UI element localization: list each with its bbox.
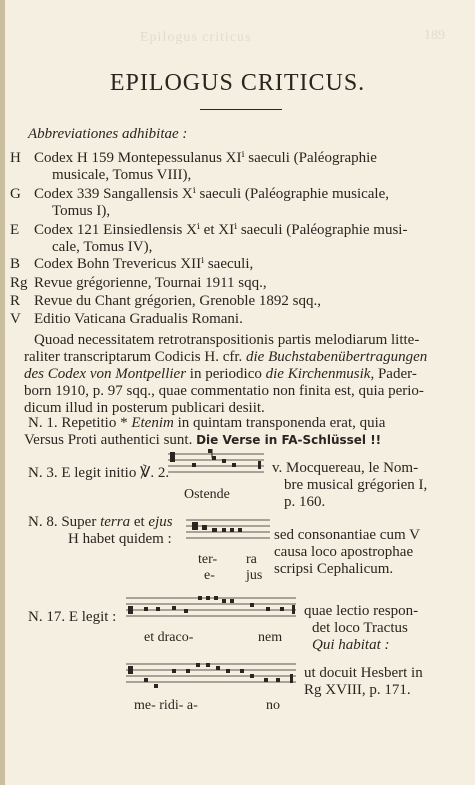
sigla: V	[10, 311, 21, 327]
title-rule	[200, 109, 282, 110]
neume-staff-note-8	[186, 516, 272, 552]
neume-staff-note-17a	[126, 594, 298, 628]
lyric-syllable: me- ridi- a-	[134, 698, 198, 713]
sigla: B	[10, 256, 21, 272]
lyric-syllable: ra	[246, 552, 257, 567]
handwritten-annotation: Die Verse in FA-Schlüssel !!	[196, 433, 382, 447]
note-8-label: N. 8. Super terra et ejus	[28, 514, 173, 530]
note-1: N. 1. Repetitio * Etenim in quintam transponenda erat, quia Versus Proti authentici sunt. Die Verse in FA-Schlüssel !!	[24, 415, 386, 448]
note-3-label: N. 3. E legit initio ℣. 2.	[28, 465, 170, 481]
neume-staff-note-17b	[126, 658, 298, 694]
abbreviation-text: Codex H 159 Montepessulanus XIⁱ saeculi (Paléographie musicale, Tomus VIII),	[34, 150, 377, 183]
abbreviation-text: Revue du Chant grégorien, Grenoble 1892 sqq.,	[34, 293, 322, 309]
note-3-comment: v. Mocquereau, le Nom- bre musical grégorien I, p. 160.	[272, 460, 428, 510]
intro-paragraph: Quoad necessitatem retrotranspositionis partis melodiarum litte- raliter transcriptarum Codicis H. cfr. die Buchstabenübertragungen des Codex von Montpellier in periodico die Kirchenmusik, Pader- born 1910, p. 97 sqq., quae commentatio non finita est, quia perio- dicum illud in posterum publicari desiit.	[24, 332, 428, 416]
lyric-syllable: Ostende	[184, 487, 230, 502]
abbreviation-text: Codex 339 Sangallensis Xⁱ saeculi (Paléographie musicale, Tomus I),	[34, 186, 390, 219]
lyric-syllable: nem	[258, 630, 283, 645]
abbreviation-text: Codex Bohn Trevericus XIIⁱ saeculi,	[34, 256, 254, 272]
neume-staff-note-3	[168, 446, 268, 486]
sigla: E	[10, 222, 20, 238]
note-8-comment: sed consonantiae cum V causa loco apostrophae scripsi Cephalicum.	[274, 527, 420, 577]
sigla: Rg	[10, 275, 28, 291]
lyric-syllable: no	[266, 698, 280, 713]
page-title: EPILOGUS CRITICUS.	[109, 70, 366, 96]
sigla: G	[10, 186, 21, 202]
lyric-syllable: jus	[246, 568, 263, 583]
lyric-syllable: ter-	[198, 552, 218, 567]
note-17-label: N. 17. E legit :	[28, 609, 117, 625]
page-edge	[0, 0, 5, 785]
running-head-bleed: Epilogus criticus	[140, 30, 252, 45]
page-number-bleed: 189	[424, 28, 445, 43]
abbreviation-text: Editio Vaticana Gradualis Romani.	[34, 311, 243, 327]
abbreviations-heading: Abbreviationes adhibitae :	[28, 126, 188, 142]
sigla: R	[10, 293, 21, 309]
note-8-label-cont: H habet quidem :	[68, 531, 172, 547]
abbreviation-text: Revue grégorienne, Tournai 1911 sqq.,	[34, 275, 267, 291]
sigla: H	[10, 150, 21, 166]
note-17-comment-2: ut docuit Hesbert in Rg XVIII, p. 171.	[304, 665, 423, 698]
note-17-comment: quae lectio respon- det loco Tractus Qui habitat :	[304, 603, 419, 653]
lyric-syllable: et draco-	[144, 630, 194, 645]
lyric-syllable: e-	[204, 568, 215, 583]
abbreviation-text: Codex 121 Einsiedlensis Xⁱ et XIⁱ saeculi (Paléographie musi- cale, Tomus IV),	[34, 222, 408, 255]
